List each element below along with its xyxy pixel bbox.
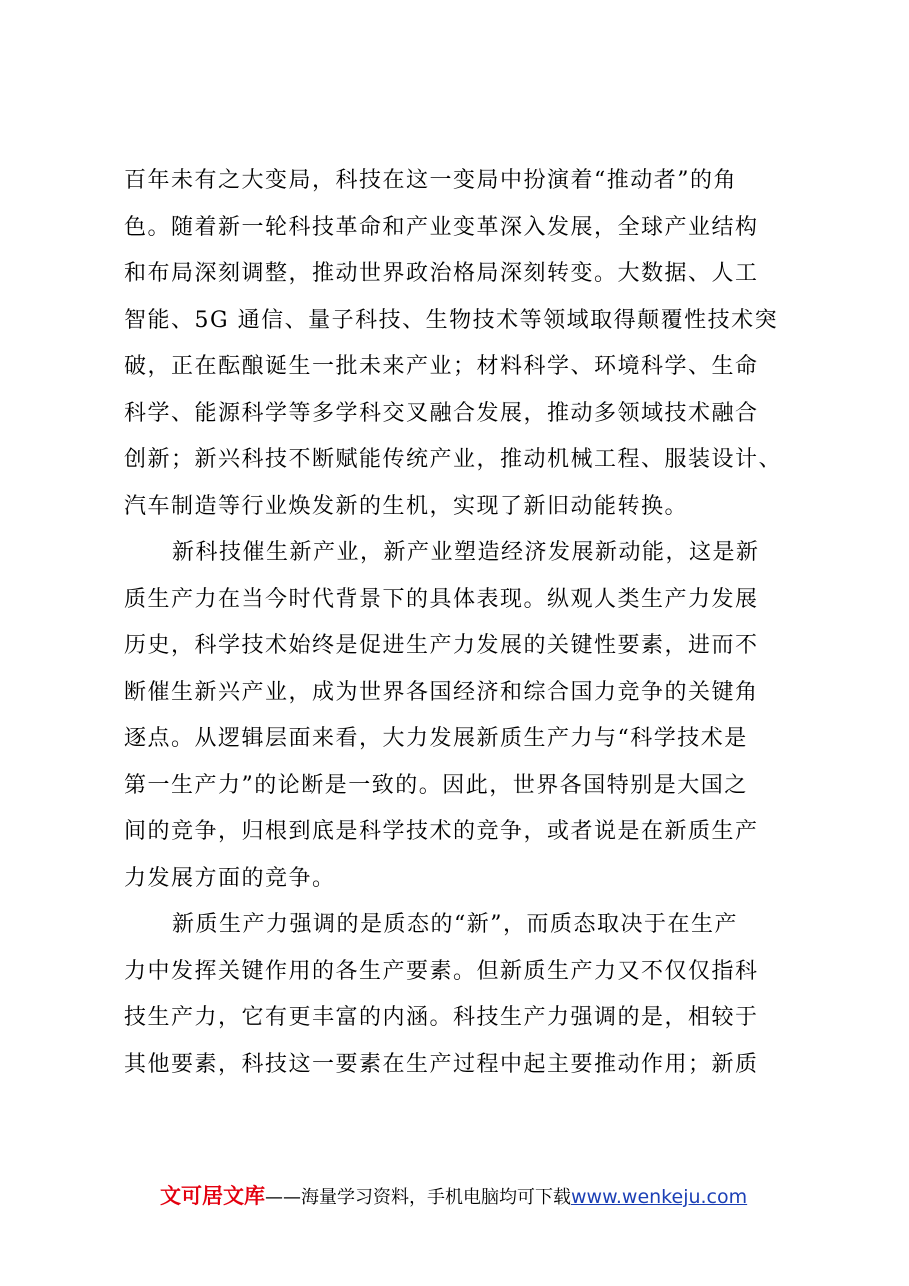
text-line: 逐点。从逻辑层面来看，大力发展新质生产力与“科学技术是 <box>124 726 748 751</box>
text-line: 新科技催生新产业，新产业塑造经济发展新动能，这是新 <box>172 540 760 565</box>
paragraph <box>124 158 824 530</box>
text-line: 技生产力，它有更丰富的内涵。科技生产力强调的是，相较于 <box>124 1005 759 1030</box>
text-line: 破，正在酝酿诞生一批未来产业；材料科学、环境科学、生命 <box>124 354 759 379</box>
text-line: 汽车制造等行业焕发新的生机，实现了新旧动能转换。 <box>124 493 689 519</box>
footer-banner <box>160 1182 800 1212</box>
paragraph <box>124 902 824 1088</box>
text-line: 科学、能源科学等多学科交叉融合发展，推动多领域技术融合 <box>124 400 759 426</box>
text-line: 智能、5G 通信、量子科技、生物技术等领域取得颠覆性技术突 <box>124 307 779 333</box>
text-line: 力中发挥关键作用的各生产要素。但新质生产力又不仅仅指科 <box>124 958 759 984</box>
text-line: 色。随着新一轮科技革命和产业变革深入发展，全球产业结构 <box>124 214 759 240</box>
text-line: 间的竞争，归根到底是科学技术的竞争，或者说是在新质生产 <box>124 819 759 844</box>
text-line: 断催生新兴产业，成为世界各国经济和综合国力竞争的关键角 <box>124 679 759 705</box>
text-line: 第一生产力”的论断是一致的。因此，世界各国特别是大国之 <box>124 772 748 798</box>
text-line: 和布局深刻调整，推动世界政治格局深刻转变。大数据、人工 <box>124 261 759 286</box>
text-line: 创新；新兴科技不断赋能传统产业，推动机械工程、服装设计、 <box>124 447 783 472</box>
text-line: 百年未有之大变局，科技在这一变局中扮演着“推动者”的角 <box>124 168 737 193</box>
text-line: 质生产力在当今时代背景下的具体表现。纵观人类生产力发展 <box>124 586 759 612</box>
text-line: 其他要素，科技这一要素在生产过程中起主要推动作用；新质 <box>124 1051 759 1077</box>
text-line: 新质生产力强调的是质态的“新”，而质态取决于在生产 <box>172 912 738 937</box>
footer-tagline: 海量学习资料，手机电脑均可下载 <box>301 1187 571 1208</box>
paragraph <box>124 530 824 902</box>
document-body <box>124 158 824 1088</box>
footer-dash: —— <box>265 1187 301 1208</box>
text-line: 历史，科学技术始终是促进生产力发展的关键性要素，进而不 <box>124 633 759 658</box>
footer-brand: 文可居文库 <box>160 1184 265 1208</box>
text-line: 力发展方面的竞争。 <box>124 865 336 891</box>
footer-url-link[interactable]: www.wenkeju.com <box>571 1186 748 1208</box>
